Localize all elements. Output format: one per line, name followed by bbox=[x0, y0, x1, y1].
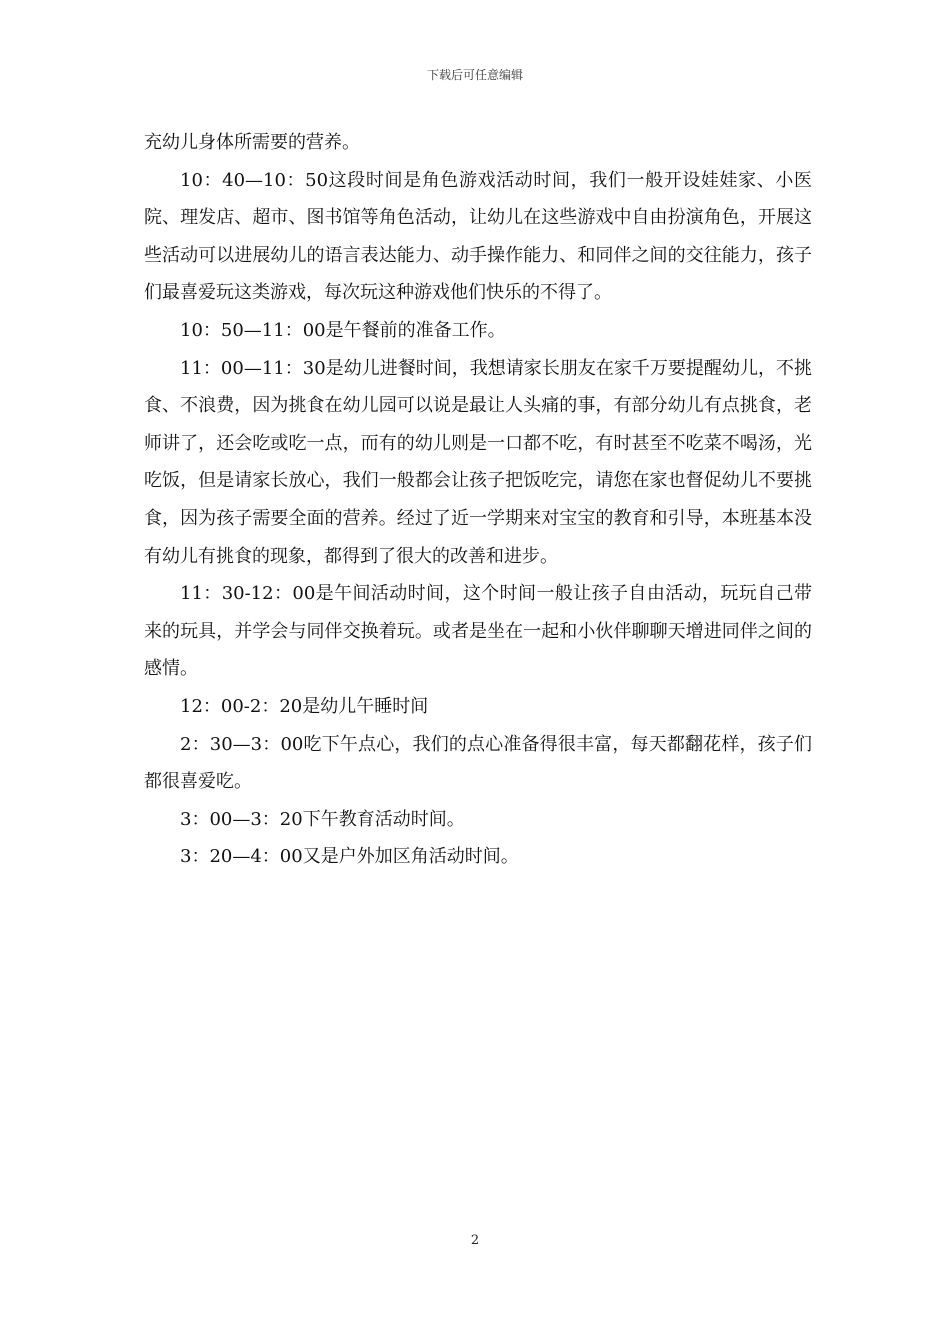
page-header: 下载后可任意编辑 bbox=[426, 68, 523, 82]
paragraph: 12：00-2：20是幼儿午睡时间 bbox=[180, 695, 429, 717]
paragraph: 11：00—11：30是幼儿进餐时间，我想请家长朋友在家千万要提醒幼儿，不挑食、不浪费，因为挑食在幼儿园可以说是最让人头痛的事，有部分幼儿有点挑食，老师讲了，还会吃或吃一点，而有的幼儿则是一口都不吃，有时甚至不吃菜不喝汤，光吃饭，但是请家长放心，我们一般都会让孩子把饭吃完，请您在家也督促幼儿不要挑食，因为孩子需要全面的营养。经过了近一学期来对宝宝的教育和引导，本班基本没有幼儿有挑食的现象，都得到了很大的改善和进步。 bbox=[144, 357, 812, 567]
paragraph: 10：40—10：50这段时间是角色游戏活动时间，我们一般开设娃娃家、小医院、理发店、超市、图书馆等角色活动，让幼儿在这些游戏中自由扮演角色，开展这些活动可以进展幼儿的语言表达能力、动手操作能力、和同伴之间的交往能力，孩子们最喜爱玩这类游戏，每次玩这种游戏他们快乐的不得了。 bbox=[144, 169, 812, 304]
paragraph: 充幼儿身体所需要的营养。 bbox=[144, 132, 360, 153]
paragraph: 2：30—3：00吃下午点心，我们的点心准备得很丰富，每天都翻花样，孩子们都很喜爱吃。 bbox=[144, 733, 812, 793]
document-body bbox=[144, 124, 812, 876]
paragraph: 3：20—4：00又是户外加区角活动时间。 bbox=[180, 846, 519, 868]
paragraph: 10：50—11：00是午餐前的准备工作。 bbox=[180, 319, 506, 341]
paragraph: 3：00—3：20下午教育活动时间。 bbox=[180, 808, 465, 830]
paragraph: 11：30-12：00是午间活动时间，这个时间一般让孩子自由活动，玩玩自己带来的玩具，并学会与同伴交换着玩。或者是坐在一起和小伙伴聊聊天增进同伴之间的感情。 bbox=[144, 583, 812, 680]
page-number: 2 bbox=[470, 1233, 480, 1248]
